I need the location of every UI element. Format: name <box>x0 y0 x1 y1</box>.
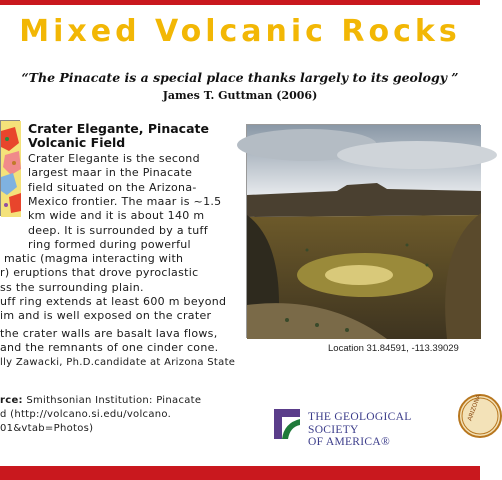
gsa-line: OF AMERICA® <box>308 436 391 448</box>
source-label: rce: <box>0 395 23 406</box>
crater-photo <box>246 124 480 338</box>
source-text: Smithsonian Institution: Pinacate <box>22 395 202 406</box>
article-title <box>28 122 238 150</box>
article-line: Mexico frontier. The maar is ~1.5 <box>28 194 222 208</box>
photo-location: Location 31.84591, -113.39029 <box>328 343 459 354</box>
article-line: ss the surrounding plain. <box>0 280 144 294</box>
bottom-bar <box>0 466 480 480</box>
article-credit: lly Zawacki, Ph.D.candidate at Arizona State <box>0 356 236 368</box>
gsa-logo-icon <box>274 409 304 439</box>
article-line: matic (magma interacting with <box>4 252 184 266</box>
article-line: r) eruptions that drove pyroclastic <box>0 266 199 280</box>
article-line: the crater walls are basalt lava flows, <box>0 327 218 340</box>
top-rule <box>0 0 480 5</box>
article-line: km wide and it is about 140 m <box>28 209 205 223</box>
article-line: Crater Elegante is the second <box>28 152 200 165</box>
arizona-seal <box>458 394 502 438</box>
quote: “The Pinacate is a special place thanks largely to its geology ” <box>21 70 459 85</box>
article-line: ring formed during powerful <box>28 237 191 251</box>
article-line: uff ring extends at least 600 m beyond <box>0 295 227 308</box>
poster-title: Mixed Volcanic Rocks <box>19 14 461 49</box>
gsa-logo-text <box>308 411 448 449</box>
source-text: d (http://volcano.si.edu/volcano. <box>0 409 172 420</box>
source-block <box>0 394 230 436</box>
article-line: field situated on the Arizona- <box>28 180 197 194</box>
source-text: 01&vtab=Photos) <box>0 423 94 434</box>
article-line: largest maar in the Pinacate <box>28 166 193 180</box>
article-title-line: Crater Elegante, Pinacate <box>28 121 209 136</box>
article-title-line: Volcanic Field <box>28 135 126 150</box>
gsa-line: THE GEOLOGICAL SOCIETY <box>308 411 412 436</box>
seal-text: ARIZONA <box>466 393 483 422</box>
article-line: deep. It is surrounded by a tuff <box>28 223 208 237</box>
article-line: im and is well exposed on the crater <box>0 309 212 323</box>
geologic-map-thumbnail <box>0 120 20 216</box>
quote-author: James T. Guttman (2006) <box>162 89 318 102</box>
article-line: and the remnants of one cinder cone. <box>0 341 219 355</box>
